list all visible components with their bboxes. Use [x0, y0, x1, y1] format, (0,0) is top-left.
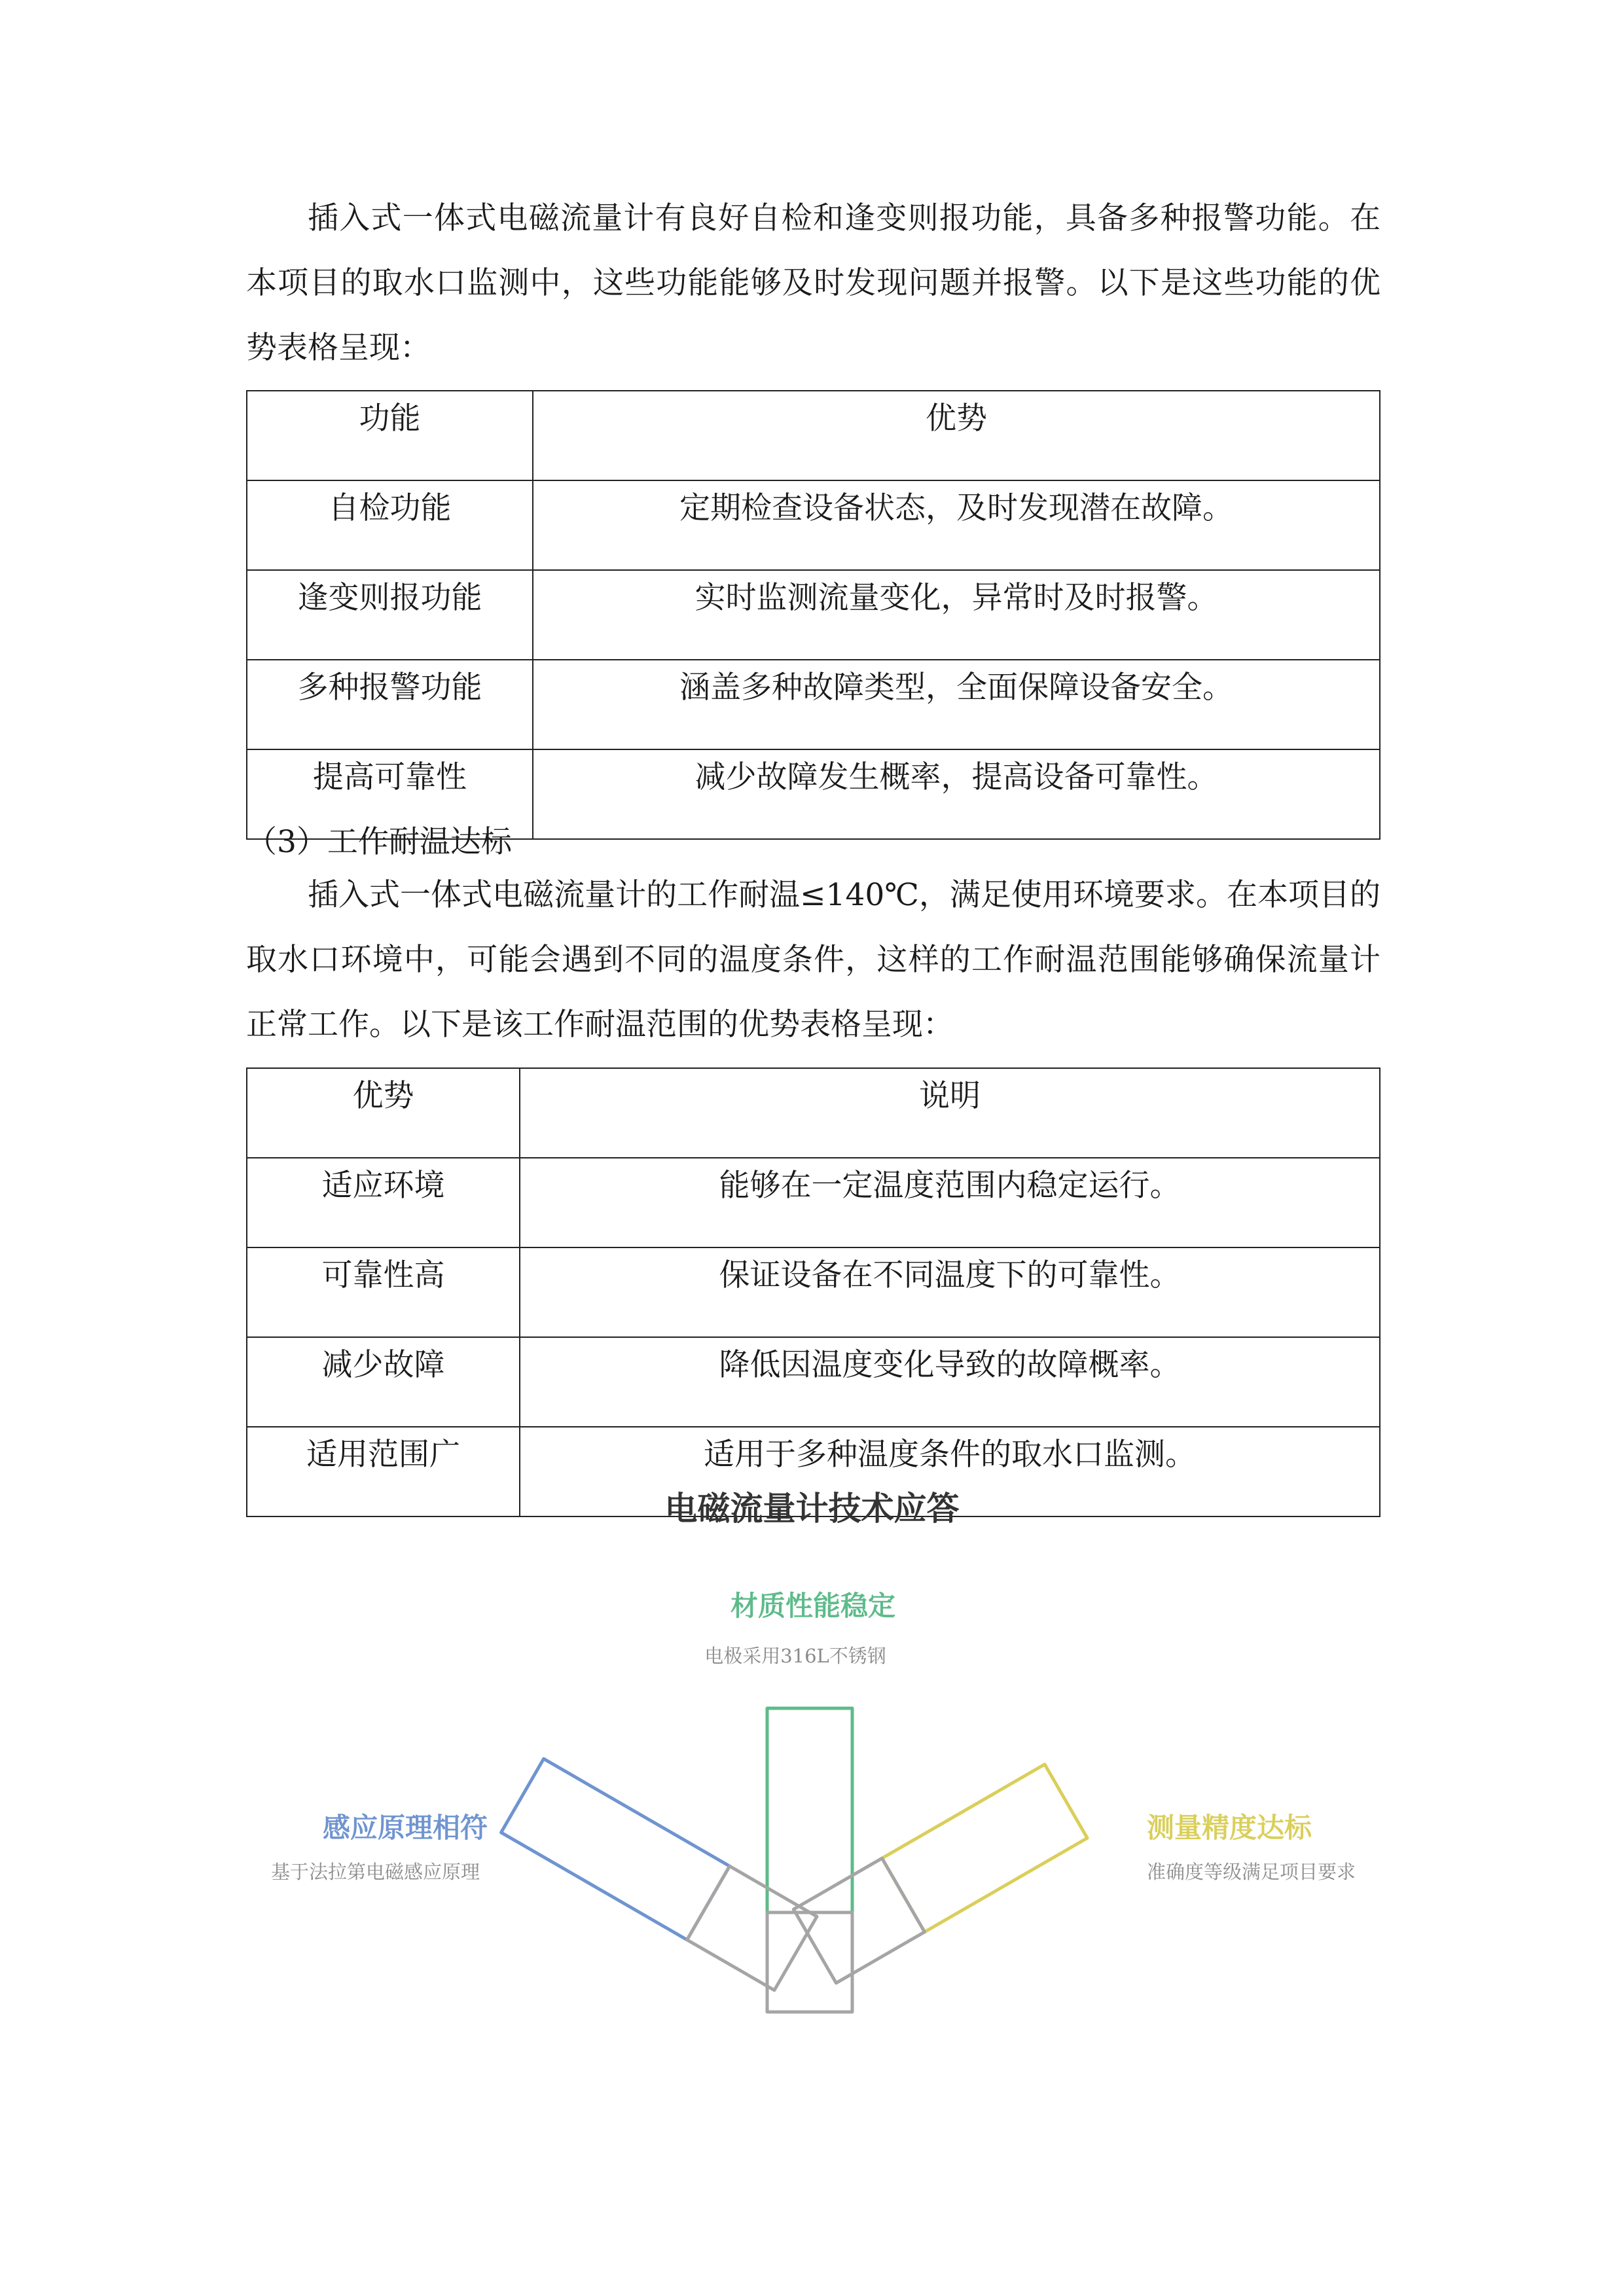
table-cell: 提高可靠性 [247, 749, 533, 839]
section3-heading: （3）工作耐温达标 [246, 824, 512, 860]
table-cell: 涵盖多种故障类型，全面保障设备安全。 [533, 660, 1380, 749]
table-cell: 能够在一定温度范围内稳定运行。 [520, 1158, 1380, 1247]
table-header-cell: 说明 [520, 1068, 1380, 1158]
table-cell: 自检功能 [247, 480, 533, 570]
table-cell: 定期检查设备状态，及时发现潜在故障。 [533, 480, 1380, 570]
table-cell: 减少故障发生概率，提高设备可靠性。 [533, 749, 1380, 839]
table-header-cell: 优势 [533, 391, 1380, 480]
right-item-title: 测量精度达标 [1147, 1812, 1312, 1844]
table-header-cell: 功能 [247, 391, 533, 480]
table-cell: 适用于多种温度条件的取水口监测。 [520, 1427, 1380, 1516]
table-cell: 降低因温度变化导致的故障概率。 [520, 1337, 1380, 1427]
table-cell: 可靠性高 [247, 1247, 520, 1337]
left-base [687, 1866, 817, 1990]
diagram-title: 电磁流量计技术应答 [664, 1490, 960, 1528]
section2-paragraph: 插入式一体式电磁流量计有良好自检和逢变则报功能，具备多种报警功能。在本项目的取水口监测中，这些功能能够及时发现问题并报警。以下是这些功能的优势表格呈现： [246, 200, 1380, 366]
section3-paragraph: 插入式一体式电磁流量计的工作耐温≤140℃，满足使用环境要求。在本项目的取水口环境中，可能会遇到不同的温度条件，这样的工作耐温范围能够确保流量计正常工作。以下是该工作耐温范围的优势表格呈现： [246, 877, 1380, 1043]
table-cell: 多种报警功能 [247, 660, 533, 749]
left-item-title: 感应原理相符 [322, 1812, 488, 1844]
right-item-desc: 准确度等级满足项目要求 [1147, 1861, 1356, 1883]
table-cell: 适应环境 [247, 1158, 520, 1247]
table-cell: 减少故障 [247, 1337, 520, 1427]
table-cell: 逢变则报功能 [247, 570, 533, 660]
left-item-desc: 基于法拉第电磁感应原理 [270, 1861, 480, 1883]
top-item-title: 材质性能稳定 [731, 1590, 896, 1622]
table-header-cell: 优势 [247, 1068, 520, 1158]
table-cell: 实时监测流量变化，异常时及时报警。 [533, 570, 1380, 660]
top-item-desc: 电极采用316L不锈钢 [704, 1645, 886, 1667]
table-cell: 保证设备在不同温度下的可靠性。 [520, 1247, 1380, 1337]
table-cell: 适用范围广 [247, 1427, 520, 1516]
left-bar [501, 1759, 730, 1940]
right-bar [882, 1765, 1087, 1932]
